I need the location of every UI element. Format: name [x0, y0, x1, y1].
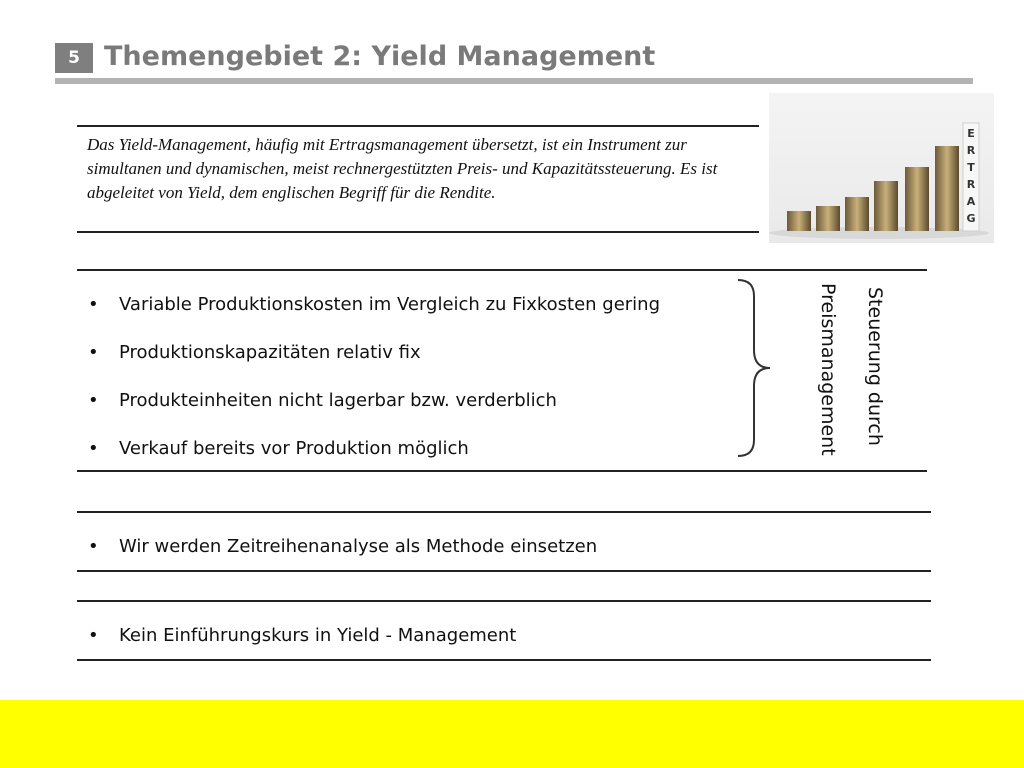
bullet-text: Wir werden Zeitreihenanalyse als Methode einsetzen — [119, 536, 598, 557]
bullet-dot: • — [88, 625, 99, 646]
bullet-item — [88, 625, 516, 673]
coin-stacks-image — [769, 93, 994, 243]
bullet-item — [88, 390, 660, 438]
bullet-dot: • — [88, 342, 99, 363]
definition-text: Das Yield-Management, häufig mit Ertragsmanagement übersetzt, ist ein Instrument zur simultanen und dynamischen, meist rechnergestützten Preis- und Kapazitätssteuerung. Es ist abgeleitet von Yield, dem englischen Begriff für die Rendite. — [87, 135, 718, 202]
photo-letter-2: R — [966, 144, 976, 157]
bullet-dot: • — [88, 438, 99, 459]
bullet-text: Produkteinheiten nicht lagerbar bzw. verderblich — [119, 390, 557, 411]
bullet-item — [88, 536, 597, 584]
slide-title: Themengebiet 2: Yield Management — [104, 41, 656, 72]
photo-letter-1: E — [967, 127, 975, 140]
bullet-dot: • — [88, 536, 99, 557]
preismanagement-label: Preismanagement — [817, 283, 839, 456]
coin-stacks-illustration — [769, 93, 994, 243]
curly-brace — [736, 278, 772, 458]
section1-top-rule — [77, 269, 927, 271]
photo-letter-6: G — [966, 212, 976, 225]
bullet-text: Kein Einführungskurs in Yield - Management — [119, 625, 517, 646]
bullet-dot: • — [88, 294, 99, 315]
bullet-item — [88, 294, 660, 342]
section2-bottom-rule — [77, 570, 931, 572]
steuerung-label: Steuerung durch — [864, 287, 886, 446]
title-underline — [55, 78, 973, 84]
footer-band — [0, 700, 1024, 768]
bullet-dot: • — [88, 390, 99, 411]
photo-letter-3: T — [967, 161, 975, 174]
bullet-item — [88, 438, 660, 486]
section1-bullet-list — [88, 294, 660, 486]
section3-top-rule — [77, 600, 931, 602]
bullet-text: Verkauf bereits vor Produktion möglich — [119, 438, 469, 459]
bullet-text: Variable Produktionskosten im Vergleich zu Fixkosten gering — [119, 294, 661, 315]
photo-letter-5: A — [966, 195, 976, 208]
definition-top-rule — [77, 125, 759, 127]
section2-top-rule — [77, 511, 931, 513]
bullet-text: Produktionskapazitäten relativ fix — [119, 342, 421, 363]
bullet-item — [88, 342, 660, 390]
slide-number-badge: 5 — [55, 43, 93, 73]
section3-bullet-list — [88, 625, 516, 673]
section1-bottom-rule — [77, 470, 927, 472]
section3-bottom-rule — [77, 659, 931, 661]
definition-bottom-rule — [77, 231, 759, 233]
section2-bullet-list — [88, 536, 597, 584]
photo-letter-4: R — [966, 178, 976, 191]
